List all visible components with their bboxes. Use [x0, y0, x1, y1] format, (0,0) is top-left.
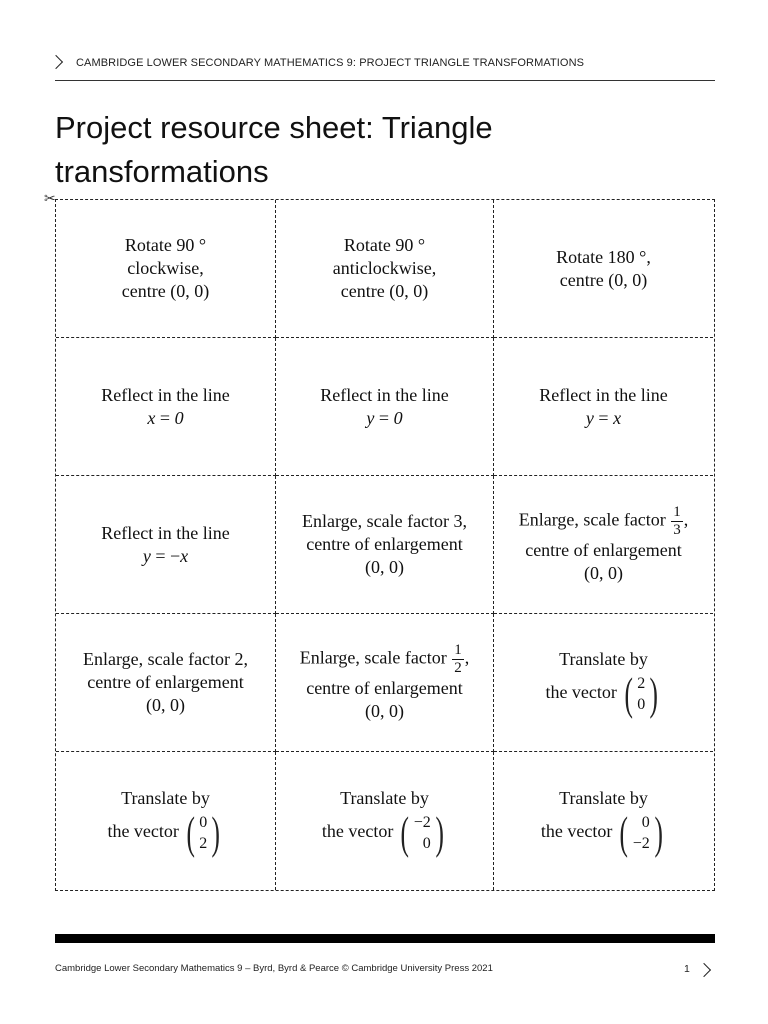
card-line: (0, 0) [584, 563, 623, 583]
line-equation [366, 407, 402, 430]
right-bracket: ) [649, 668, 659, 719]
vector-component: 0 [637, 696, 646, 713]
chevron-right-icon[interactable] [697, 963, 711, 977]
transformation-card [276, 200, 494, 338]
vector-component: 2 [199, 834, 208, 852]
card-line: centre (0, 0) [340, 281, 429, 301]
vector-component: 2 [637, 675, 646, 692]
card-line: (0, 0) [146, 695, 185, 715]
scissors-icon: ✂ [44, 190, 56, 206]
vector-label: the vector [107, 820, 179, 841]
vector-component: 0 [641, 813, 650, 831]
card-line: Rotate 90 ° [124, 235, 207, 255]
card-line: centre of enlargement [306, 678, 463, 698]
equation-lhs: y [142, 545, 151, 566]
card-line [519, 504, 689, 539]
column-vector [183, 806, 224, 858]
left-bracket: ( [186, 806, 195, 858]
right-bracket: ) [654, 806, 663, 858]
left-bracket: ( [400, 806, 410, 858]
card-line: centre (0, 0) [559, 269, 648, 290]
card-line: Enlarge, scale factor 2, [82, 649, 249, 669]
card-line [321, 806, 447, 858]
transformation-card [276, 752, 494, 890]
card-line [545, 668, 661, 719]
line-equation [586, 407, 621, 430]
vector-component: −2 [632, 834, 650, 852]
fraction-numerator: 1 [454, 642, 462, 658]
fraction-denominator: 2 [454, 660, 462, 676]
left-bracket: ( [624, 668, 633, 719]
transformation-card [494, 752, 713, 890]
equation-operator: = − [150, 545, 181, 566]
vector-components [198, 812, 208, 854]
fraction-numerator: 1 [673, 504, 681, 520]
card-line: Reflect in the line [539, 384, 668, 405]
equation-operator: = [593, 407, 614, 428]
equation-rhs: 0 [393, 407, 403, 428]
fraction [671, 504, 683, 539]
fraction [452, 642, 464, 677]
footer-credit: Cambridge Lower Secondary Mathematics 9 – Byrd, Byrd & Pearce © Cambridge University Press 2021 [55, 963, 493, 974]
transformation-card [276, 614, 494, 752]
equation-lhs: y [585, 407, 594, 428]
column-vector [621, 668, 662, 719]
vector-label: the vector [545, 682, 617, 703]
running-header: CAMBRIDGE LOWER SECONDARY MATHEMATICS 9: PROJECT TRIANGLE TRANSFORMATIONS [76, 57, 585, 69]
card-line [107, 806, 223, 858]
card-line: Translate by [559, 649, 648, 669]
card-line: Rotate 180 °, [556, 246, 651, 267]
card-text: , [683, 509, 689, 530]
card-line: Reflect in the line [320, 384, 449, 405]
column-vector [397, 806, 447, 858]
vector-label: the vector [540, 820, 613, 841]
column-vector [616, 806, 666, 858]
transformation-card [494, 476, 713, 614]
transformation-card [56, 752, 276, 890]
vector-component: −2 [413, 813, 431, 831]
vector-component: 0 [422, 834, 431, 852]
vector-component: 0 [199, 813, 208, 831]
right-bracket: ) [435, 806, 444, 858]
card-line: centre of enlargement [306, 534, 463, 554]
card-text: Enlarge, scale factor [299, 647, 452, 668]
vector-components [632, 812, 651, 854]
equation-rhs: x [613, 407, 622, 428]
header-divider [55, 80, 715, 81]
transformation-card [56, 614, 276, 752]
page-number: 1 [684, 963, 690, 975]
transformation-card [56, 200, 276, 338]
transformation-card [56, 476, 276, 614]
card-line: (0, 0) [365, 701, 404, 721]
card-line: Translate by [121, 787, 210, 808]
card-line: Translate by [340, 787, 429, 808]
transformation-card [494, 200, 713, 338]
card-text: , [464, 647, 470, 668]
page-title: Project resource sheet: Triangle transformations [55, 110, 493, 189]
vector-components [413, 812, 432, 854]
card-line: Enlarge, scale factor 3, [301, 511, 468, 531]
transformation-card [56, 338, 276, 476]
transformation-card [494, 614, 713, 752]
equation-rhs: 0 [174, 407, 184, 428]
card-line [540, 806, 666, 858]
card-line: (0, 0) [365, 557, 404, 577]
card-text: Enlarge, scale factor [518, 509, 671, 530]
line-equation [147, 407, 183, 430]
transformation-card [276, 476, 494, 614]
card-line: centre (0, 0) [121, 281, 210, 301]
left-bracket: ( [619, 806, 629, 858]
card-line [300, 642, 470, 677]
vector-components [636, 673, 646, 715]
right-bracket: ) [211, 806, 221, 858]
card-line: Translate by [559, 787, 648, 808]
vector-label: the vector [321, 820, 394, 841]
card-line: Reflect in the line [101, 384, 230, 405]
chevron-right-icon [49, 55, 63, 69]
equation-lhs: y [366, 407, 375, 428]
card-line: anticlockwise, [332, 258, 437, 278]
equation-operator: = [374, 407, 394, 428]
line-equation [143, 545, 188, 568]
equation-operator: = [155, 407, 175, 428]
fraction-denominator: 3 [673, 522, 681, 538]
footer-bar [55, 934, 715, 943]
card-line: centre of enlargement [87, 672, 244, 692]
card-grid [55, 199, 715, 891]
transformation-card [276, 338, 494, 476]
card-line: Rotate 90 ° [343, 235, 426, 255]
card-line: clockwise, [127, 258, 204, 278]
transformation-card [494, 338, 713, 476]
equation-lhs: x [147, 407, 156, 428]
card-line: Reflect in the line [101, 522, 230, 543]
card-line: centre of enlargement [525, 540, 682, 560]
equation-rhs: x [180, 545, 189, 566]
